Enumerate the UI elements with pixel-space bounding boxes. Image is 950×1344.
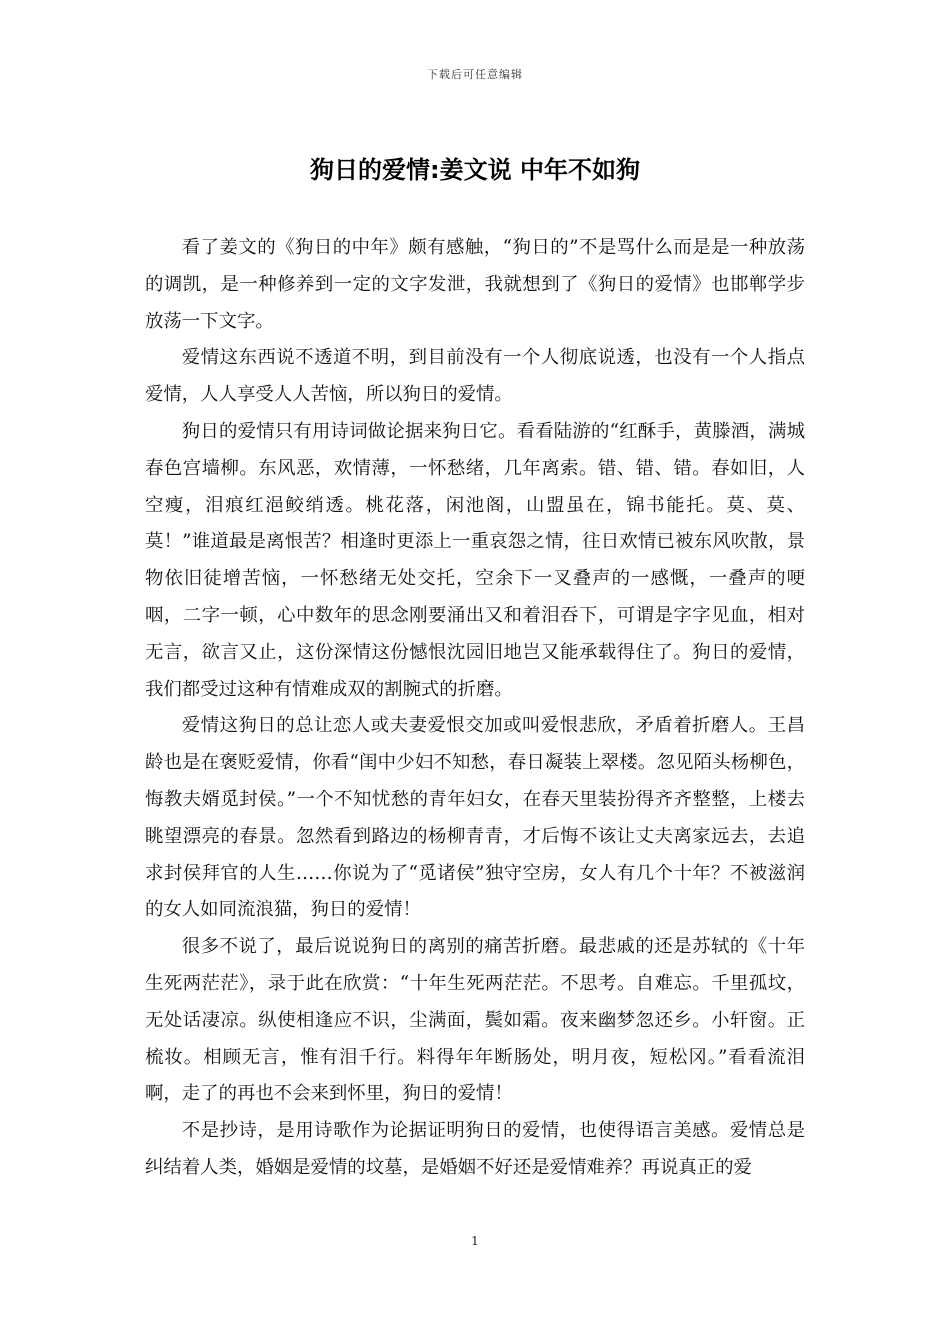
page-number: 1 [471,1234,479,1248]
document-title: 狗日的爱情:姜文说 中年不如狗 [310,156,640,184]
paragraph: 爱情这东西说不透道不明，到目前没有一个人彻底说透，也没有一个人指点爱情，人人享受人人苦恼，所以狗日的爱情。 [145,347,805,406]
paragraph: 看了姜文的《狗日的中年》颇有感触，“狗日的”不是骂什么而是是一种放荡的调凯，是一种修养到一定的文字发泄，我就想到了《狗日的爱情》也邯郸学步放荡一下文字。 [145,237,805,332]
document-body [145,230,805,1187]
paragraph: 狗日的爱情只有用诗词做论据来狗日它。看看陆游的“红酥手，黄滕酒，满城春色宫墙柳。东风恶，欢情薄，一怀愁绪，几年离索。错、错、错。春如旧，人空瘦，泪痕红浥鲛绡透。桃花落，闲池阁，山盟虽在，锦书能托。莫、莫、莫！”谁道最是离恨苦？相逢时更添上一重哀怨之情，往日欢情已被东风吹散，景物依旧徒增苦恼，一怀愁绪无处交托，空余下一叉叠声的一感慨，一叠声的哽咽，二字一顿，心中数年的思念刚要涌出又和着泪吞下，可谓是字字见血，相对无言，欲言又止，这份深情这份憾恨沈园旧地岂又能承载得住了。狗日的爱情，我们都受过这种有情难成双的割腕式的折磨。 [145,420,805,700]
header-note: 下载后可任意编辑 [427,68,523,81]
paragraph: 爱情这狗日的总让恋人或夫妻爱恨交加或叫爱恨悲欣，矛盾着折磨人。王昌龄也是在褒贬爱情，你看“闺中少妇不知愁，春日凝装上翠楼。忽见陌头杨柳色，悔教夫婿觅封侯。”一个不知忧愁的青年妇女，在春天里装扮得齐齐整整，上楼去眺望漂亮的春景。忽然看到路边的杨柳青青，才后悔不该让丈夫离家远去，去追求封侯拜官的人生……你说为了“觅诸侯”独守空房，女人有几个十年？不被滋润的女人如同流浪猫，狗日的爱情！ [145,715,805,921]
paragraph: 不是抄诗，是用诗歌作为论据证明狗日的爱情，也使得语言美感。爱情总是纠结着人类，婚姻是爱情的坟墓，是婚姻不好还是爱情难养？再说真正的爱 [145,1120,805,1178]
paragraph: 很多不说了，最后说说狗日的离别的痛苦折磨。最悲戚的还是苏轼的《十年生死两茫茫》，录于此在欣赏：“十年生死两茫茫。不思考。自难忘。千里孤坟，无处话凄凉。纵使相逢应不识，尘满面，鬓如霜。夜来幽梦忽还乡。小轩窗。正梳妆。相顾无言，惟有泪千行。料得年年断肠处，明月夜，短松冈。”看看流泪啊，走了的再也不会来到怀里，狗日的爱情！ [145,936,805,1105]
